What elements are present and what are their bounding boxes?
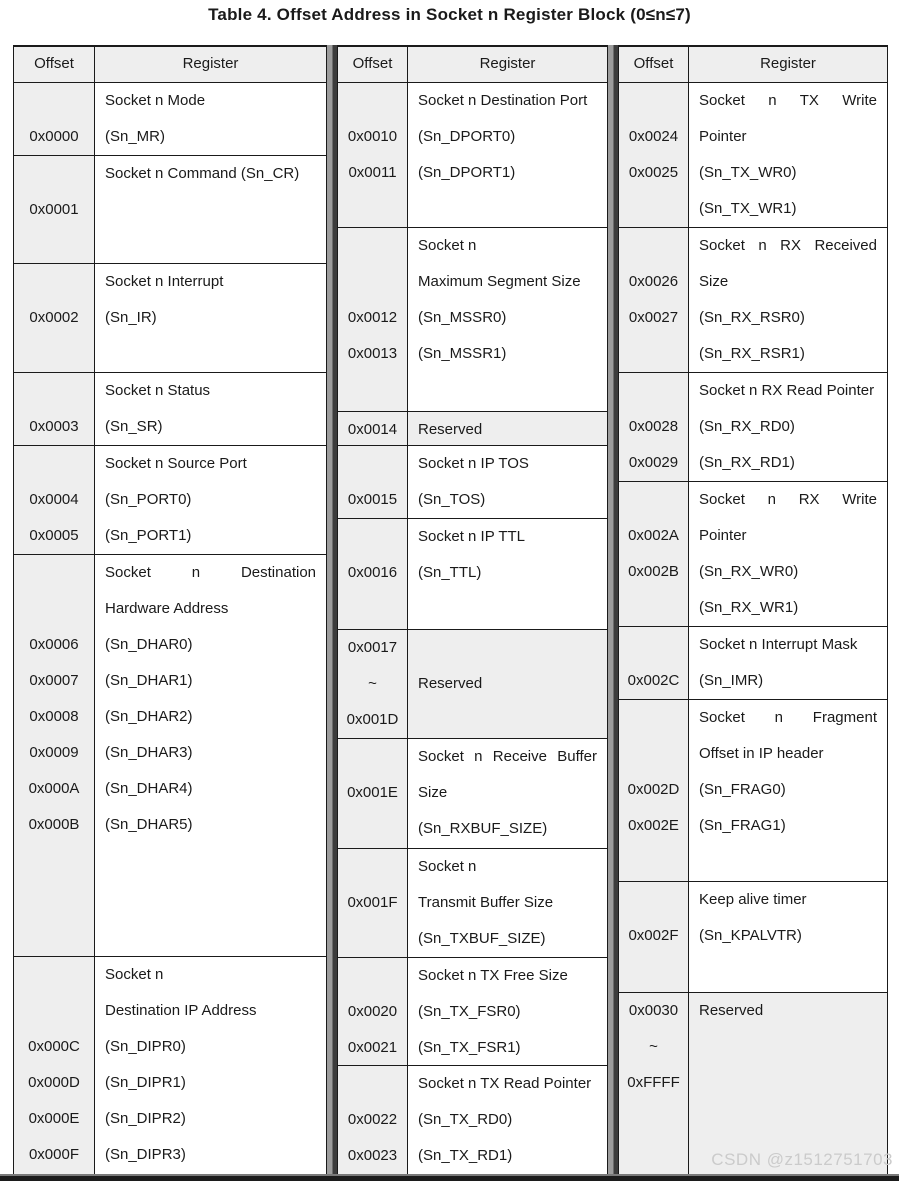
table-row	[338, 519, 607, 630]
offset-value	[338, 372, 407, 408]
register-text: Socket n	[418, 237, 477, 254]
register-text: (Sn_TTL)	[418, 564, 482, 581]
offset-value: 0x0026	[628, 273, 679, 290]
register-cell	[408, 228, 607, 411]
register-cell	[95, 264, 326, 372]
register-cell	[689, 627, 887, 699]
table-row	[338, 739, 607, 849]
register-cell	[95, 446, 326, 554]
column-header-register: Register	[760, 55, 816, 72]
offset-value	[338, 849, 407, 885]
column-header-offset: Offset	[338, 47, 408, 82]
register-text: (Sn_RX_RSR0)	[699, 309, 805, 326]
offset-cell	[14, 83, 95, 155]
offset-value	[338, 446, 407, 482]
register-text	[418, 191, 597, 227]
offset-value: 0x0006	[29, 636, 79, 653]
offset-value: 0x000F	[28, 1146, 80, 1163]
offset-cell	[14, 957, 95, 1175]
register-text: (Sn_TOS)	[418, 491, 486, 508]
offset-value	[14, 228, 94, 263]
offset-value	[338, 228, 407, 264]
offset-cell	[338, 412, 408, 445]
register-text: (Sn_FRAG1)	[699, 817, 786, 834]
register-text: Socket n IP TOS	[418, 455, 529, 472]
offset-cell	[619, 228, 689, 372]
offset-cell	[338, 630, 408, 738]
offset-cell	[338, 228, 408, 411]
register-text: (Sn_IR)	[105, 309, 157, 326]
register-text: (Sn_MR)	[105, 128, 166, 145]
register-text: (Sn_DIPR1)	[105, 1074, 186, 1091]
offset-value: 0x0016	[347, 564, 398, 581]
table-row	[338, 958, 607, 1066]
offset-value	[619, 954, 688, 990]
table-row	[338, 446, 607, 519]
register-text: (Sn_DIPR0)	[105, 1038, 186, 1055]
offset-cell	[338, 519, 408, 629]
register-text: Reserved	[418, 675, 483, 692]
offset-cell	[619, 482, 689, 626]
offset-value: 0x0029	[628, 454, 679, 471]
offset-value	[338, 1066, 407, 1102]
register-text	[418, 702, 597, 738]
offset-value: 0x0017	[347, 639, 398, 656]
register-tables	[13, 45, 888, 1176]
table-separator	[327, 45, 337, 1176]
offset-value: 0x0025	[628, 164, 679, 181]
register-cell	[408, 739, 607, 848]
offset-value	[619, 1101, 688, 1137]
table-row	[619, 882, 887, 993]
offset-value: 0x0009	[29, 744, 79, 761]
offset-cell	[619, 882, 689, 992]
offset-cell	[619, 627, 689, 699]
register-text	[699, 844, 877, 880]
register-cell	[689, 882, 887, 992]
register-text: Socket n Mode	[105, 92, 206, 109]
socket-register-table-2	[337, 45, 608, 1176]
socket-register-table-3	[618, 45, 888, 1176]
offset-value: 0x001F	[347, 894, 398, 911]
header-row	[619, 47, 887, 83]
offset-value	[619, 482, 688, 518]
offset-value: 0x0027	[628, 309, 679, 326]
register-text: (Sn_KPALVTR)	[699, 927, 802, 944]
header-row	[14, 47, 326, 83]
offset-value: 0x001D	[346, 711, 399, 728]
table-row	[338, 412, 607, 446]
table-row	[338, 849, 607, 958]
offset-value	[619, 700, 688, 736]
register-cell	[95, 555, 326, 956]
offset-value	[14, 373, 94, 409]
register-text	[699, 1101, 877, 1137]
offset-value	[338, 83, 407, 119]
offset-value: 0x000C	[28, 1038, 80, 1055]
table-row	[338, 1066, 607, 1175]
offset-cell	[619, 373, 689, 481]
register-text: (Sn_TX_WR1)	[699, 200, 797, 217]
register-text: Socket n RX Read Pointer	[699, 382, 875, 399]
register-text: (Sn_TX_FSR1)	[418, 1039, 521, 1056]
offset-value	[14, 591, 94, 627]
register-text: Pointer	[699, 128, 747, 145]
offset-value	[338, 739, 407, 775]
offset-value: 0x0001	[29, 201, 79, 218]
offset-value	[14, 879, 94, 915]
register-text	[699, 954, 877, 990]
register-text: (Sn_DHAR3)	[105, 744, 193, 761]
offset-value	[619, 83, 688, 119]
table-row	[619, 993, 887, 1175]
offset-value: 0x001E	[347, 784, 398, 801]
register-text	[105, 879, 316, 915]
offset-cell	[338, 958, 408, 1065]
register-cell	[408, 446, 607, 518]
offset-value	[619, 191, 688, 227]
offset-value	[338, 519, 407, 555]
register-text: (Sn_DPORT0)	[418, 128, 516, 145]
offset-value: 0x002F	[628, 927, 679, 944]
register-text: Pointer	[699, 527, 747, 544]
offset-value	[338, 264, 407, 300]
offset-cell	[619, 700, 689, 881]
register-text: (Sn_DHAR0)	[105, 636, 193, 653]
table-row	[619, 700, 887, 882]
register-text: (Sn_RX_WR0)	[699, 563, 799, 580]
offset-value: 0x0014	[347, 421, 398, 438]
register-text: Socket n Destination Port	[418, 92, 588, 109]
register-text: (Sn_PORT0)	[105, 491, 192, 508]
table-row	[14, 555, 326, 957]
register-text: (Sn_PORT1)	[105, 527, 192, 544]
register-cell	[408, 1066, 607, 1175]
register-text: (Sn_DHAR4)	[105, 780, 193, 797]
offset-value	[14, 264, 94, 300]
column-header-register: Register	[479, 55, 536, 72]
register-text	[105, 915, 316, 951]
register-text: (Sn_FRAG0)	[699, 781, 786, 798]
offset-cell	[338, 83, 408, 227]
offset-value: 0x0003	[29, 418, 79, 435]
offset-value	[14, 915, 94, 951]
register-text: Socket n TX Write	[699, 92, 877, 109]
register-text: Socket n Receive Buffer	[418, 748, 597, 765]
register-text	[699, 1065, 877, 1101]
table-row	[619, 482, 887, 627]
offset-value: 0x0022	[347, 1111, 398, 1128]
register-text: Socket n TX Free Size	[418, 967, 568, 984]
offset-value	[14, 336, 94, 372]
register-text: Size	[699, 273, 729, 290]
offset-cell	[619, 993, 689, 1175]
offset-value: 0x002B	[628, 563, 679, 580]
register-text: (Sn_RX_RSR1)	[699, 345, 805, 362]
table-row	[619, 228, 887, 373]
register-cell	[95, 373, 326, 445]
offset-value	[338, 811, 407, 847]
register-text	[699, 1029, 877, 1065]
register-text: (Sn_TX_RD0)	[418, 1111, 513, 1128]
register-text: (Sn_DIPR2)	[105, 1110, 186, 1127]
register-text	[418, 591, 597, 627]
offset-value	[14, 957, 94, 993]
table-row	[14, 264, 326, 373]
register-text: (Sn_TX_WR0)	[699, 164, 797, 181]
register-text: Socket n Destination	[105, 564, 316, 581]
register-cell	[689, 482, 887, 626]
register-text: (Sn_RXBUF_SIZE)	[418, 820, 548, 837]
offset-value	[338, 191, 407, 227]
register-text: Socket n Interrupt Mask	[699, 636, 858, 653]
register-text: Socket n RX Write	[699, 491, 877, 508]
register-cell	[689, 700, 887, 881]
offset-value: 0x002D	[627, 781, 680, 798]
register-text: Transmit Buffer Size	[418, 894, 554, 911]
offset-value: 0x0008	[29, 708, 79, 725]
table-separator	[608, 45, 618, 1176]
table-row	[14, 373, 326, 446]
offset-value	[338, 958, 407, 994]
offset-value	[338, 921, 407, 957]
register-text: (Sn_RX_RD1)	[699, 454, 795, 471]
register-text: Size	[418, 784, 448, 801]
offset-cell	[14, 446, 95, 554]
table-row	[14, 446, 326, 555]
register-text: Socket n Interrupt	[105, 273, 224, 290]
offset-value: 0x000D	[28, 1074, 80, 1091]
register-text: (Sn_DHAR5)	[105, 816, 193, 833]
table-title: Table 4. Offset Address in Socket n Register Block (0≤n≤7)	[208, 5, 691, 24]
register-text: Offset in IP header	[699, 745, 824, 762]
offset-value	[14, 843, 94, 879]
register-cell	[689, 373, 887, 481]
register-text: (Sn_RX_WR1)	[699, 599, 799, 616]
register-text: (Sn_RX_RD0)	[699, 418, 795, 435]
offset-value: 0x0013	[347, 345, 398, 362]
offset-value	[619, 373, 688, 409]
register-cell	[408, 83, 607, 227]
offset-value	[619, 336, 688, 372]
register-text: Hardware Address	[105, 600, 229, 617]
offset-cell	[14, 555, 95, 956]
register-text: Socket n Source Port	[105, 455, 247, 472]
register-text: (Sn_SR)	[105, 418, 163, 435]
offset-value: 0x002E	[628, 817, 679, 834]
table-row	[619, 83, 887, 228]
table-row	[14, 957, 326, 1175]
offset-value	[619, 590, 688, 626]
column-header-offset: Offset	[619, 47, 689, 82]
register-text: (Sn_DIPR3)	[105, 1146, 186, 1163]
offset-value: 0x0024	[628, 128, 679, 145]
offset-value	[619, 228, 688, 264]
offset-value: 0x0020	[347, 1003, 398, 1020]
register-text: Socket n Command (Sn_CR)	[105, 165, 300, 182]
register-cell	[689, 228, 887, 372]
offset-cell	[619, 83, 689, 227]
offset-value: 0x0000	[29, 128, 79, 145]
table-row	[338, 630, 607, 739]
register-text: (Sn_DHAR2)	[105, 708, 193, 725]
register-cell	[408, 958, 607, 1065]
offset-cell	[338, 446, 408, 518]
table-row	[619, 373, 887, 482]
offset-value	[14, 156, 94, 192]
table-row	[14, 83, 326, 156]
offset-value: 0xFFFF	[627, 1074, 680, 1091]
register-text: (Sn_TX_RD1)	[418, 1147, 513, 1164]
register-text: Reserved	[699, 1002, 764, 1019]
register-text	[105, 336, 316, 372]
register-cell	[95, 957, 326, 1175]
register-text	[105, 192, 316, 228]
offset-value	[619, 736, 688, 772]
register-cell	[408, 630, 607, 738]
register-cell	[408, 519, 607, 629]
offset-cell	[338, 739, 408, 848]
register-cell	[408, 849, 607, 957]
bottom-border-bar	[0, 1174, 899, 1181]
register-text: Reserved	[418, 421, 483, 438]
register-cell	[689, 993, 887, 1175]
offset-value: 0x000A	[28, 780, 80, 797]
register-text: (Sn_MSSR1)	[418, 345, 507, 362]
offset-value	[14, 555, 94, 591]
register-text: Socket n TX Read Pointer	[418, 1075, 592, 1092]
offset-value: 0x002C	[627, 672, 680, 689]
table-row	[619, 627, 887, 700]
register-text: Socket n RX Received	[699, 237, 877, 254]
register-text	[418, 372, 597, 408]
register-text: Socket n Fragment	[699, 709, 877, 726]
offset-value: 0x0028	[628, 418, 679, 435]
offset-value	[619, 882, 688, 918]
offset-value	[14, 993, 94, 1029]
register-cell	[689, 83, 887, 227]
socket-register-table-1	[13, 45, 327, 1176]
column-header-register: Register	[182, 55, 239, 72]
register-text: (Sn_MSSR0)	[418, 309, 507, 326]
offset-value: ~	[649, 1038, 658, 1055]
register-cell	[95, 156, 326, 263]
offset-value: ~	[368, 675, 377, 692]
offset-cell	[338, 1066, 408, 1175]
offset-value: 0x0004	[29, 491, 79, 508]
offset-value	[619, 627, 688, 663]
offset-value	[619, 844, 688, 880]
watermark: CSDN @z1512751703	[711, 1150, 893, 1169]
offset-value	[338, 591, 407, 627]
register-text: Keep alive timer	[699, 891, 807, 908]
offset-value: 0x0011	[348, 164, 397, 181]
offset-cell	[14, 373, 95, 445]
table-row	[338, 83, 607, 228]
offset-value: 0x0005	[29, 527, 79, 544]
register-text: Socket n	[105, 966, 164, 983]
register-text: (Sn_TXBUF_SIZE)	[418, 930, 546, 947]
offset-cell	[338, 849, 408, 957]
register-cell	[95, 83, 326, 155]
offset-value: 0x0007	[29, 672, 79, 689]
register-cell	[408, 412, 607, 445]
offset-value: 0x002A	[628, 527, 679, 544]
header-row	[338, 47, 607, 83]
offset-value	[619, 1137, 688, 1173]
register-text: (Sn_DHAR1)	[105, 672, 193, 689]
register-text: (Sn_DPORT1)	[418, 164, 516, 181]
offset-value	[14, 446, 94, 482]
offset-cell	[14, 264, 95, 372]
offset-value: 0x0012	[347, 309, 398, 326]
offset-cell	[14, 156, 95, 263]
register-text: (Sn_TX_FSR0)	[418, 1003, 521, 1020]
offset-value: 0x0002	[29, 309, 79, 326]
register-text: Socket n IP TTL	[418, 528, 525, 545]
table-row	[338, 228, 607, 412]
offset-value	[14, 83, 94, 119]
register-text: Destination IP Address	[105, 1002, 257, 1019]
offset-value: 0x0021	[347, 1039, 398, 1056]
offset-value: 0x0010	[347, 128, 398, 145]
register-text: (Sn_IMR)	[699, 672, 764, 689]
register-text	[105, 228, 316, 263]
register-text	[105, 843, 316, 879]
offset-value: 0x000B	[28, 816, 80, 833]
register-text: Maximum Segment Size	[418, 273, 581, 290]
register-text: Socket n Status	[105, 382, 211, 399]
offset-value: 0x0015	[347, 491, 398, 508]
offset-value: 0x000E	[28, 1110, 80, 1127]
offset-value: 0x0030	[628, 1002, 679, 1019]
table-row	[14, 156, 326, 264]
offset-value: 0x0023	[347, 1147, 398, 1164]
column-header-offset: Offset	[14, 47, 95, 82]
register-text: Socket n	[418, 858, 477, 875]
register-text	[418, 630, 597, 666]
